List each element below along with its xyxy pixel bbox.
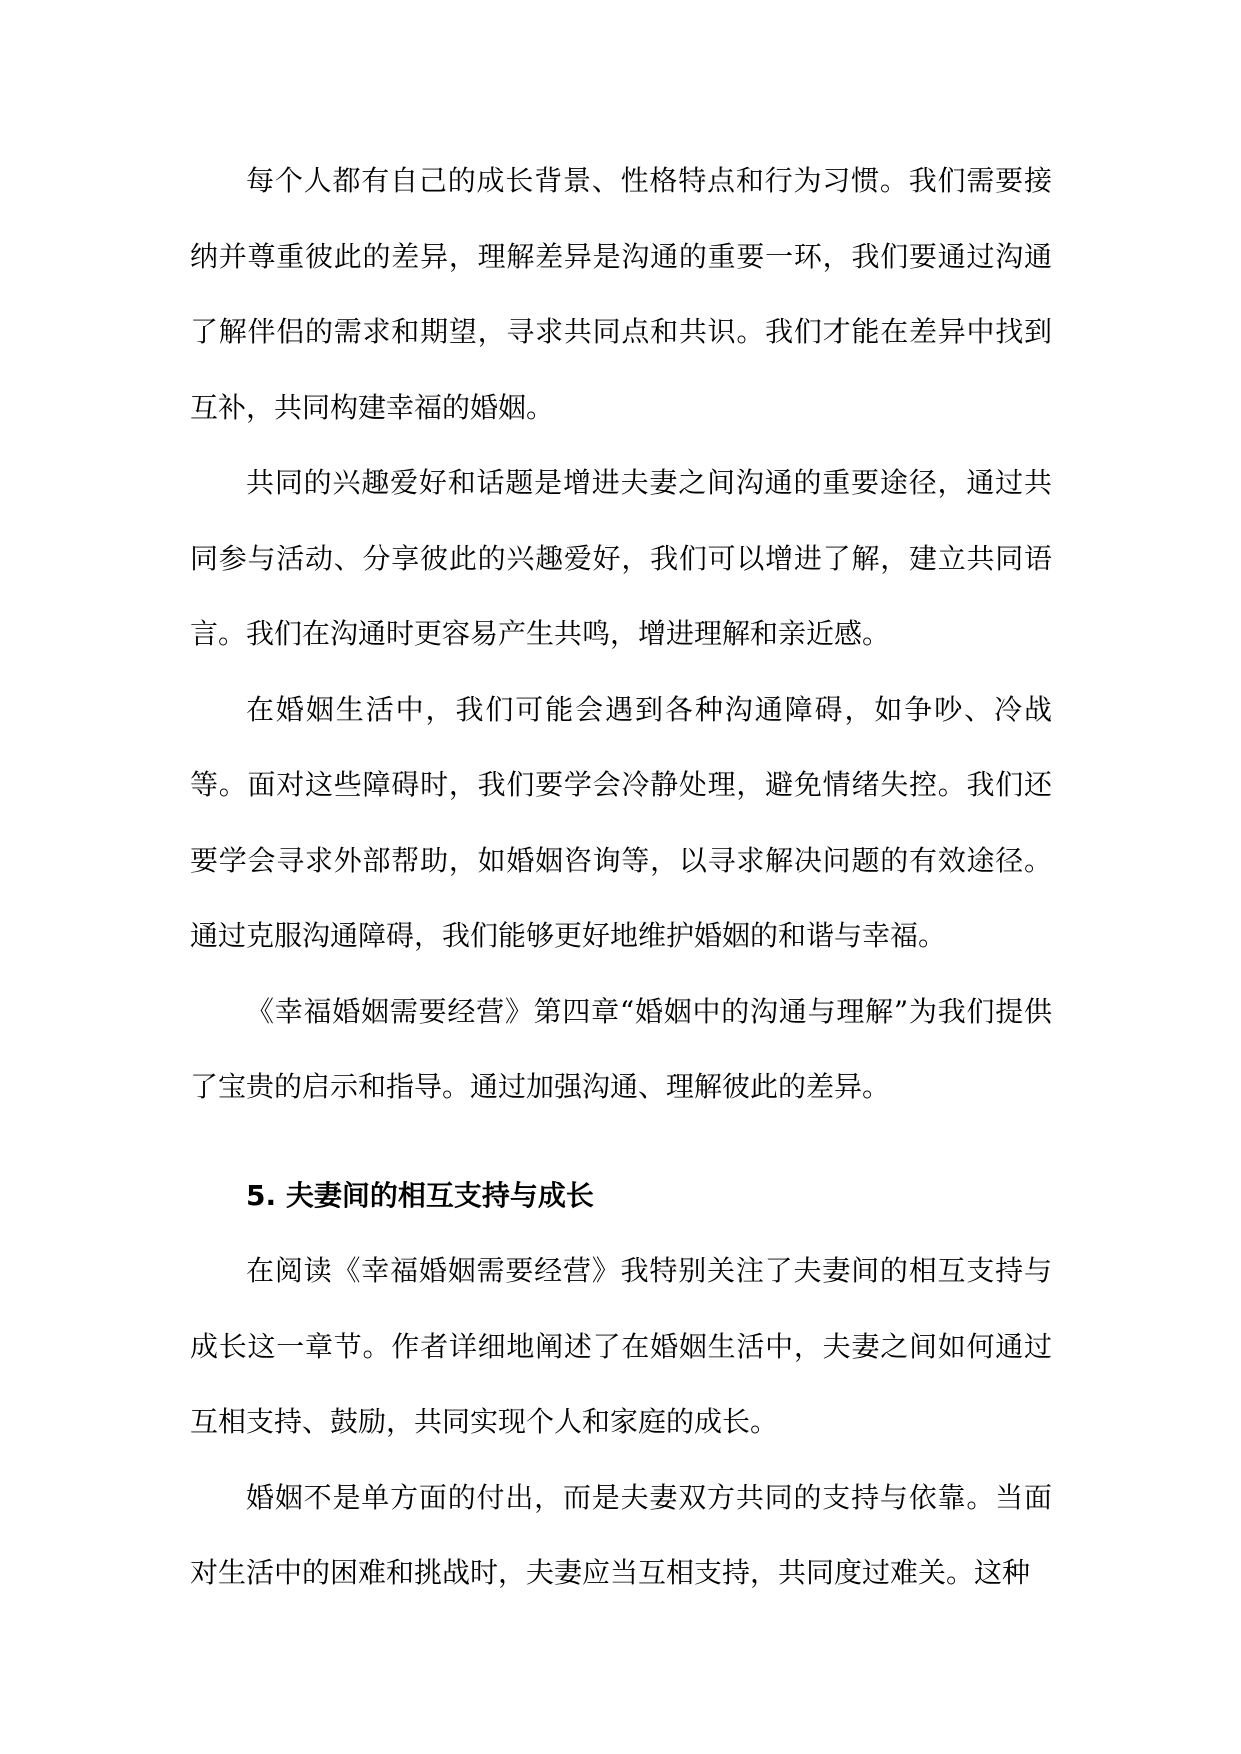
paragraph-communication-barriers: 在婚姻生活中，我们可能会遇到各种沟通障碍，如争吵、冷战等。面对这些障碍时，我们要学会冷静处理，避免情绪失控。我们还要学会寻求外部帮助，如婚姻咨询等，以寻求解决问题的有效途径。通过克服沟通障碍，我们能够更好地维护婚姻的和谐与幸福。	[190, 692, 1052, 952]
page-content	[190, 143, 1052, 1611]
paragraph-accept-differences: 每个人都有自己的成长背景、性格特点和行为习惯。我们需要接纳并尊重彼此的差异，理解差异是沟通的重要一环，我们要通过沟通了解伴侣的需求和期望，寻求共同点和共识。我们才能在差异中找到互补，共同构建幸福的婚姻。	[190, 164, 1052, 424]
paragraph-mutual-support-body: 婚姻不是单方面的付出，而是夫妻双方共同的支持与依靠。当面对生活中的困难和挑战时，夫妻应当互相支持，共同度过难关。这种	[190, 1480, 1052, 1589]
section-heading: 5. 夫妻间的相互支持与成长	[246, 1178, 594, 1212]
paragraph-chapter-four-summary: 《幸福婚姻需要经营》第四章“婚姻中的沟通与理解”为我们提供了宝贵的启示和指导。通过加强沟通、理解彼此的差异。	[190, 994, 1052, 1103]
paragraph-mutual-support-intro: 在阅读《幸福婚姻需要经营》我特别关注了夫妻间的相互支持与成长这一章节。作者详细地阐述了在婚姻生活中，夫妻之间如何通过互相支持、鼓励，共同实现个人和家庭的成长。	[190, 1254, 1052, 1438]
paragraph-shared-interests: 共同的兴趣爱好和话题是增进夫妻之间沟通的重要途径，通过共同参与活动、分享彼此的兴趣爱好，我们可以增进了解，建立共同语言。我们在沟通时更容易产生共鸣，增进理解和亲近感。	[190, 466, 1052, 650]
